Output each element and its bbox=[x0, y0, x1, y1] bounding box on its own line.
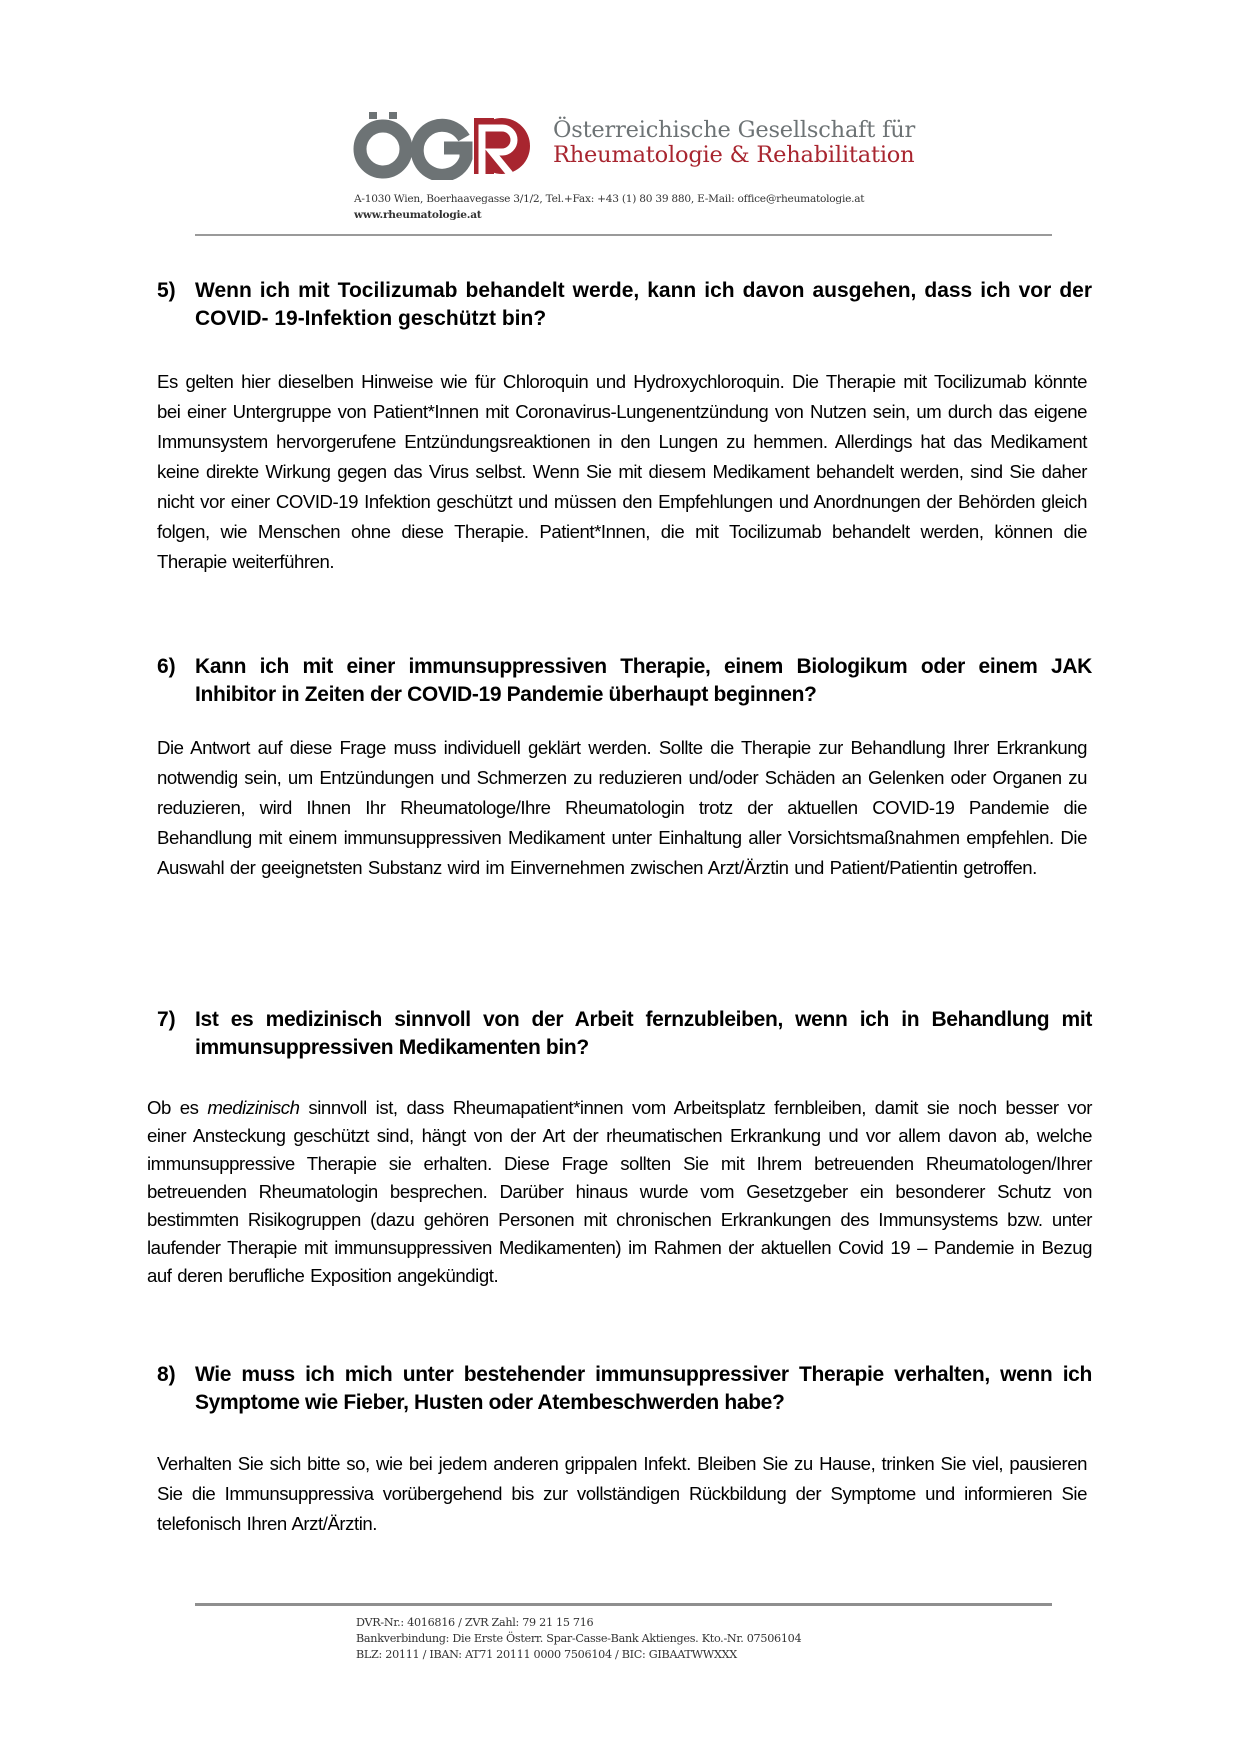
org-name-line1: Österreichische Gesellschaft für bbox=[553, 117, 916, 143]
contact-address bbox=[354, 191, 864, 223]
question-text: Kann ich mit einer immunsuppressiven Therapie, einem Biologikum oder einem JAK Inhibitor in Zeiten der COVID-19 Pandemie überhaupt beginnen? bbox=[195, 655, 1092, 706]
footer-iban: BLZ: 20111 / IBAN: AT71 20111 0000 7506104 / BIC: GIBAATWWXXX bbox=[356, 1648, 737, 1661]
footer-info bbox=[356, 1615, 801, 1663]
answer-7-paragraph bbox=[147, 1094, 1092, 1290]
question-number: 5) bbox=[157, 279, 176, 302]
answer-8-paragraph: Verhalten Sie sich bitte so, wie bei jedem anderen grippalen Infekt. Bleiben Sie zu Hause, trinken Sie viel, pausieren Sie die Immunsuppressiva vorübergehend bis zur vollständigen Rückbildung der Symptome und informieren Sie telefonisch Ihren Arzt/Ärztin. bbox=[157, 1453, 1087, 1534]
question-number: 6) bbox=[157, 655, 176, 678]
address-line: A-1030 Wien, Boerhaavegasse 3/1/2, Tel.+Fax: +43 (1) 80 39 880, E-Mail: office@rheumatologie.at bbox=[354, 193, 865, 205]
answer-text: sinnvoll ist, dass Rheumapatient*innen vom Arbeitsplatz fernbleiben, damit sie noch besser vor einer Ansteckung geschützt sind, hängt von der Art der rheumatischen Erkrankung und vor allem davon ab, welche immunsuppressive Therapie sie erhalten. Diese Frage sollten Sie mit Ihrem betreuenden Rheumatologen/Ihrer betreuenden Rheumatologin besprechen. Darüber hinaus wurde vom Gesetzgeber ein besonderer Schutz von bestimmten Risikogruppen (dazu gehören Personen mit chronischen Erkrankungen des Immunsystems bzw. unter laufender Therapie mit immunsuppressiven Medikamenten) im Rahmen der aktuellen Covid 19 – Pandemie in Bezug auf deren berufliche Exposition angekündigt. bbox=[147, 1097, 1092, 1286]
answer-5-paragraph: Es gelten hier dieselben Hinweise wie für Chloroquin und Hydroxychloroquin. Die Therapie mit Tocilizumab könnte bei einer Untergruppe von Patient*Innen mit Coronavirus-Lungenentzündung von Nutzen sein, um durch das eigene Immunsystem hervorgerufene Entzündungsreaktionen in den Lungen zu hemmen. Allerdings hat das Medikament keine direkte Wirkung gegen das Virus selbst. Wenn Sie mit diesem Medikament behandelt werden, sind Sie daher nicht vor einer COVID-19 Infektion geschützt und müssen den Empfehlungen und Anordnungen der Behörden gleich folgen, wie Menschen ohne diese Therapie. Patient*Innen, die mit Tocilizumab behandelt werden, können die Therapie weiterführen. bbox=[157, 371, 1087, 572]
question-8-heading bbox=[157, 1361, 1092, 1417]
question-text: Wie muss ich mich unter bestehender immunsuppressiver Therapie verhalten, wenn ich Symptome wie Fieber, Husten oder Atembeschwerden habe? bbox=[195, 1363, 1092, 1414]
question-number: 8) bbox=[157, 1363, 176, 1386]
organization-name bbox=[553, 118, 915, 168]
answer-text: Ob es bbox=[147, 1097, 208, 1118]
question-5-heading bbox=[157, 277, 1092, 333]
org-name-line2: Rheumatologie & Rehabilitation bbox=[553, 142, 915, 168]
footer-bank: Bankverbindung: Die Erste Österr. Spar-Casse-Bank Aktienges. Kto.-Nr. 07506104 bbox=[356, 1632, 802, 1645]
website-link[interactable]: www.rheumatologie.at bbox=[354, 209, 482, 221]
question-7-heading bbox=[157, 1006, 1092, 1062]
footer-registration: DVR-Nr.: 4016816 / ZVR Zahl: 79 21 15 716 bbox=[356, 1616, 594, 1629]
question-text: Ist es medizinisch sinnvoll von der Arbeit fernzubleiben, wenn ich in Behandlung mit immunsuppressiven Medikamenten bin? bbox=[195, 1008, 1092, 1059]
question-6-heading bbox=[157, 653, 1092, 709]
header-divider bbox=[195, 234, 1052, 236]
footer-divider bbox=[195, 1603, 1052, 1606]
question-number: 7) bbox=[157, 1008, 176, 1031]
emphasized-word: medizinisch bbox=[207, 1097, 300, 1118]
answer-6-paragraph: Die Antwort auf diese Frage muss individuell geklärt werden. Sollte die Therapie zur Behandlung Ihrer Erkrankung notwendig sein, um Entzündungen und Schmerzen zu reduzieren und/oder Schäden an Gelenken oder Organen zu reduzieren, wird Ihnen Ihr Rheumatologe/Ihre Rheumatologin trotz der aktuellen COVID-19 Pandemie die Behandlung mit einem immunsuppressiven Medikament unter Einhaltung aller Vorsichtsmaßnahmen empfehlen. Die Auswahl der geeignetsten Substanz wird im Einvernehmen zwischen Arzt/Ärztin und Patient/Patientin getroffen. bbox=[157, 737, 1087, 878]
question-text: Wenn ich mit Tocilizumab behandelt werde, kann ich davon ausgehen, dass ich vor der COVID- 19-Infektion geschützt bin? bbox=[195, 279, 1092, 330]
oegr-logo-icon bbox=[352, 108, 530, 180]
